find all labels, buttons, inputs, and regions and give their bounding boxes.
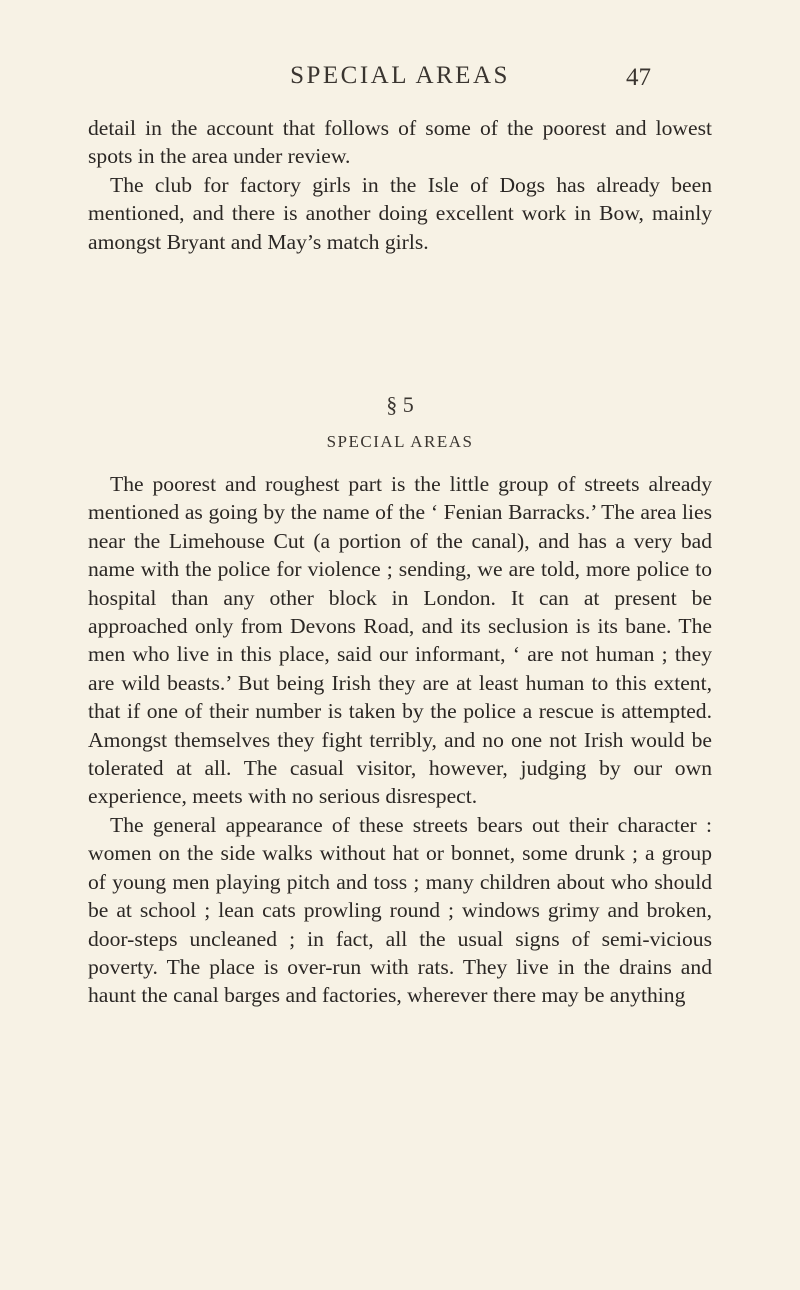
paragraph: The poorest and roughest part is the little group of streets already mentioned as going by the name of the ‘ Fenian Barracks.’ The area lies near the Limehouse Cut (a portion of the canal), and has a very bad name with the police for violence ; sending, we are told, more police to hospital than any other block in London. It can at present be approached only from Devons Road, and its seclusion is its bane. The men who live in this place, said our informant, ‘ are not human ; they are wild beasts.’ But being Irish they are at least human to this extent, that if one of their number is taken by the police a rescue is attempted. Amongst themselves they fight terribly, and no one not Irish would be tolerated at all. The casual visitor, however, judging by our own experience, meets with no serious disrespect. xyxy=(88,472,712,809)
paragraph-continuation: detail in the account that follows of some of the poorest and lowest spots in the area under review. xyxy=(88,116,712,169)
page-number: 47 xyxy=(626,64,651,91)
body-text-top xyxy=(88,114,712,256)
section-number: § 5 xyxy=(386,392,414,417)
running-header xyxy=(0,62,800,102)
paragraph: The club for factory girls in the Isle of Dogs has already been mentioned, and there is another doing excellent work in Bow, mainly amongst Bryant and May’s match girls. xyxy=(88,172,712,254)
section-title: SPECIAL AREAS xyxy=(326,432,474,451)
running-title: SPECIAL AREAS xyxy=(290,62,510,89)
body-text-bottom xyxy=(88,470,712,1010)
paragraph: The general appearance of these streets bears out their character : women on the side walks without hat or bonnet, some drunk ; a group of young men playing pitch and toss ; many children about who should be at school ; lean cats prowling round ; windows grimy and broken, door-steps uncleaned ; in fact, all the usual signs of semi-vicious poverty. The place is over-run with rats. They live in the drains and haunt the canal barges and factories, wherever there may be anything xyxy=(88,812,712,1008)
